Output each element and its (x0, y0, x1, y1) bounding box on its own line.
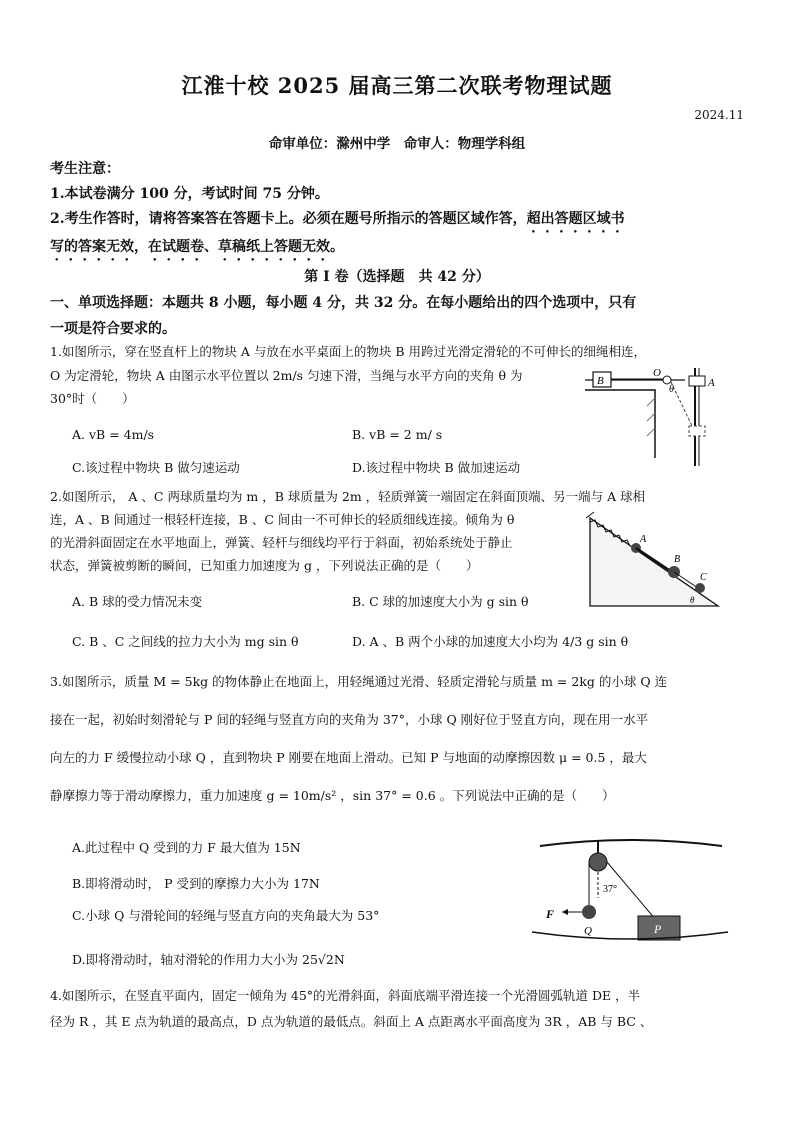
q2-line4: 状态，弹簧被剪断的瞬间，已知重力加速度为 g ，下列说法正确的是（ ） (50, 558, 479, 573)
q2-option-d: D. A 、B 两个小球的加速度大小均为 4/3 g sin θ (352, 634, 629, 649)
q3-fig-label-q: Q (584, 925, 592, 937)
q4-line1: 4.如图所示，在竖直平面内，固定一倾角为 45°的光滑斜面，斜面底端平滑连接一个光滑圆弧轨道 DE ，半 (50, 988, 641, 1003)
q3-fig-label-angle: 37° (603, 884, 617, 895)
q1-fig-label-b: B (597, 375, 604, 387)
q2-fig-label-c: C (700, 572, 707, 583)
q1-figure (585, 368, 735, 468)
exam-date: 2024.11 (694, 108, 744, 122)
notice-item-2-cont (50, 236, 344, 264)
notice-item-2b: 超出答题区域书 (526, 211, 625, 227)
q2-option-a: A. B 球的受力情况未变 (72, 594, 203, 609)
q3-line3: 向左的力 F 缓慢拉动小球 Q ，直到物块 P 刚要在地面上滑动。已知 P 与地面的动摩擦因数 μ = 0.5 ，最大 (50, 750, 647, 765)
q3-figure (532, 836, 728, 944)
notice-item-2a: 2.考生作答时，请将答案答在答题卡上。必须在题号所指示的答题区域作答， (50, 211, 527, 227)
q2-option-b: B. C 球的加速度大小为 g sin θ (352, 594, 529, 609)
q1-option-b: B. vB = 2 m/ s (352, 427, 443, 442)
q2-fig-label-b: B (674, 554, 681, 565)
q3-option-c: C.小球 Q 与滑轮间的轻绳与竖直方向的夹角最大为 53° (72, 908, 380, 923)
q2-fig-label-a: A (640, 534, 647, 545)
q1-line3: 30°时（ ） (50, 391, 135, 406)
q1-option-d: D.该过程中物块 B 做加速运动 (352, 460, 521, 475)
maker-line: 命审单位：滁州中学 命审人：物理学科组 (268, 136, 526, 152)
section-heading-1: 一、单项选择题：本题共 8 小题，每小题 4 分，共 32 分。在每小题给出的四个选项中，只有 (50, 295, 637, 311)
q3-option-d: D.即将滑动时，轴对滑轮的作用力大小为 25√2N (72, 952, 345, 967)
notice-item-2d: 。 (330, 239, 344, 255)
q2-option-c: C. B 、C 之间线的拉力大小为 mg sin θ (72, 634, 299, 649)
section-heading-2: 一项是符合要求的。 (50, 321, 176, 337)
q3-option-b: B.即将滑动时， P 受到的摩擦力大小为 17N (72, 876, 320, 891)
q4-line2: 径为 R ，其 E 点为轨道的最高点，D 点为轨道的最低点。斜面上 A 点距离水平面高度为 3R ，AB 与 BC 、 (50, 1014, 653, 1029)
q3-fig-label-f: F (546, 907, 555, 921)
q2-line3: 的光滑斜面固定在水平地面上，弹簧、轻杆与细线均平行于斜面，初始系统处于静止 (50, 535, 513, 550)
q1-fig-label-o: O (653, 367, 661, 379)
q1-fig-label-a: A (708, 377, 715, 389)
q1-line2: O 为定滑轮，物块 A 由图示水平位置以 2m/s 匀速下滑，当绳与水平方向的夹角 θ 为 (50, 368, 523, 383)
q1-fig-label-theta: θ (669, 384, 674, 395)
notice-item-2 (50, 208, 625, 236)
q2-figure (590, 518, 720, 610)
q3-line2: 接在一起，初始时刻滑轮与 P 间的轻绳与竖直方向的夹角为 37°，小球 Q 刚好位于竖直方向，现在用一水平 (50, 712, 649, 727)
q1-option-c: C.该过程中物块 B 做匀速运动 (72, 460, 240, 475)
section-title: 第 I 卷（选择题 共 42 分） (304, 269, 490, 285)
exam-title: 江淮十校 2025 届高三第二次联考物理试题 (181, 73, 613, 98)
q1-line1: 1.如图所示，穿在竖直杆上的物块 A 与放在水平桌面上的物块 B 用跨过光滑定滑轮的不可伸长的细绳相连， (50, 344, 647, 359)
q1-option-a: A. vB = 4m/s (72, 427, 155, 442)
notice-heading: 考生注意： (50, 161, 120, 177)
q3-option-a: A.此过程中 Q 受到的力 F 最大值为 15N (72, 840, 301, 855)
q3-fig-label-p: P (654, 922, 662, 936)
q2-line1: 2.如图所示， A 、C 两球质量均为 m ，B 球质量为 2m ，轻质弹簧一端固定在斜面顶端、另一端与 A 球相 (50, 489, 646, 504)
notice-item-1: 1.本试卷满分 100 分，考试时间 75 分钟。 (50, 186, 329, 202)
q3-line4: 静摩擦力等于滑动摩擦力，重力加速度 g = 10m/s² ，sin 37° = 0.6 。下列说法中正确的是（ ） (50, 788, 615, 803)
q2-fig-label-theta: θ (690, 595, 695, 605)
q2-line2: 连，A 、B 间通过一根轻杆连接，B 、C 间由一不可伸长的轻质细线连接。倾角为 θ (50, 512, 515, 527)
notice-item-2c: 写的答案无效，在试题卷、草稿纸上答题无效 (50, 239, 330, 255)
q3-line1: 3.如图所示，质量 M = 5kg 的物体静止在地面上，用轻绳通过光滑、轻质定滑轮与质量 m = 2kg 的小球 Q 连 (50, 674, 668, 689)
